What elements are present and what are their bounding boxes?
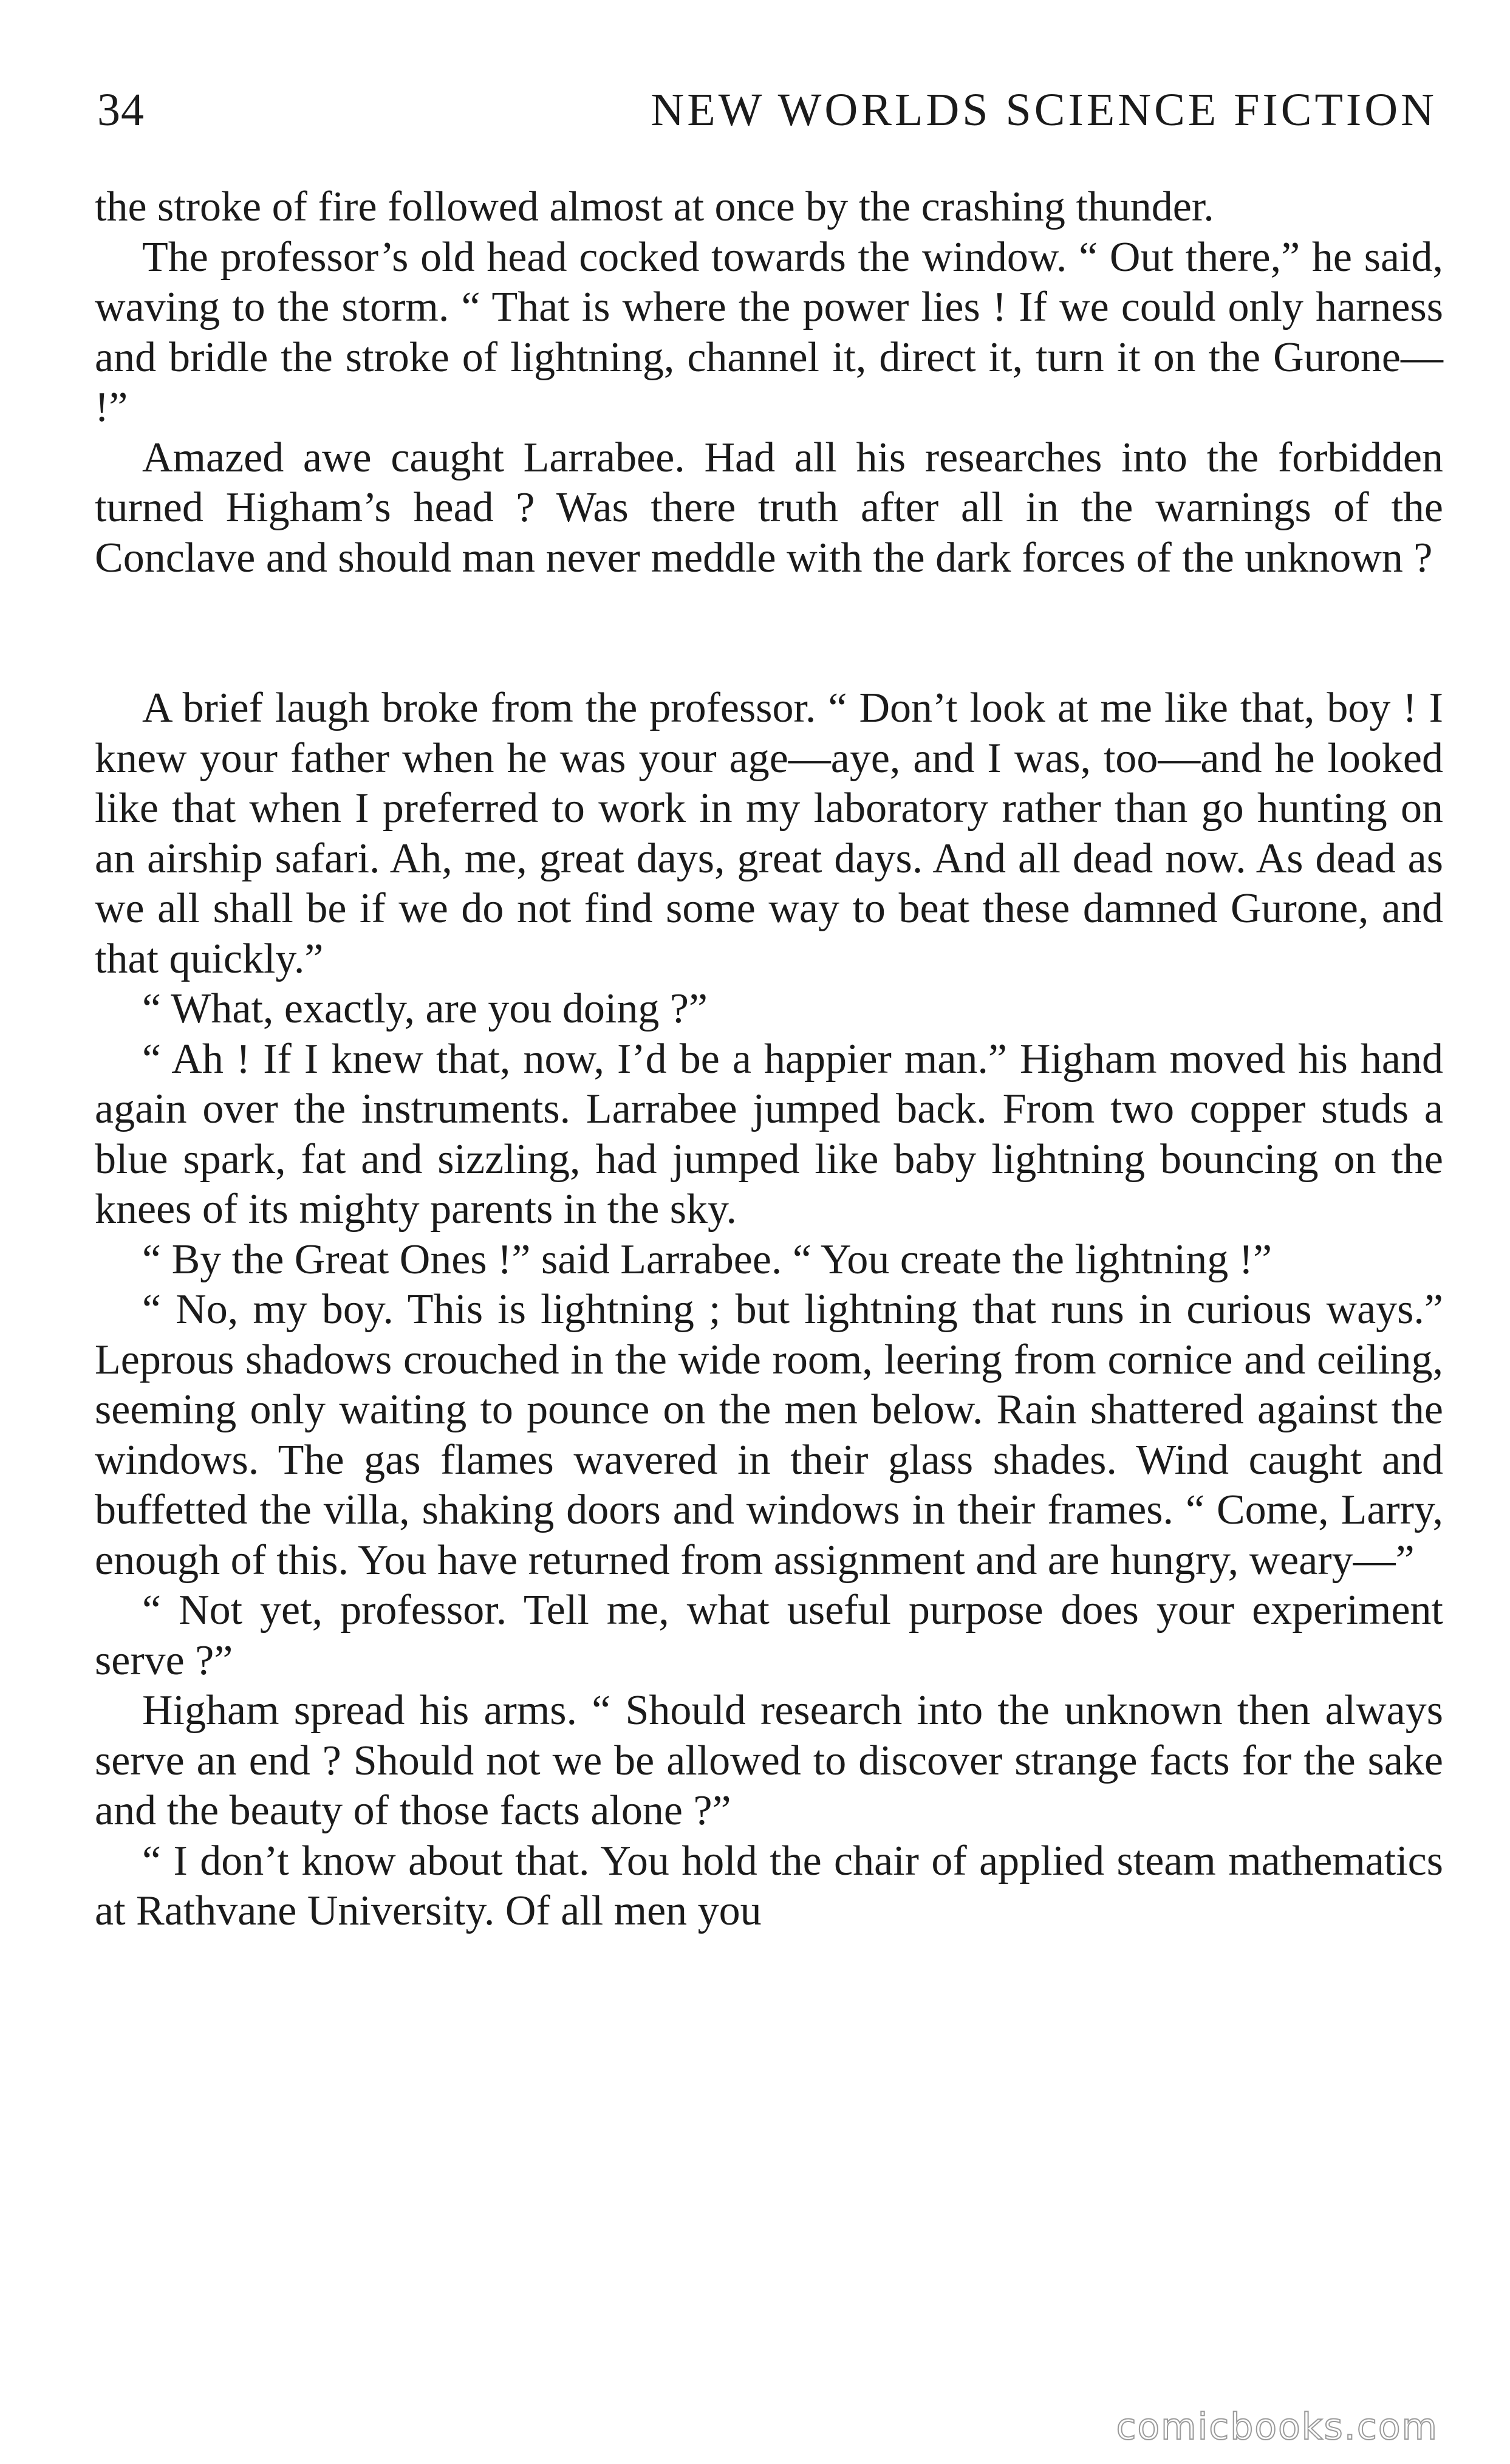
page-header (97, 84, 1437, 145)
section-break (95, 583, 1443, 683)
paragraph: “ Not yet, professor. Tell me, what useful purpose does your experiment serve ?” (95, 1587, 1443, 1684)
paragraph: “ Ah ! If I knew that, now, I’d be a happier man.” Higham moved his hand again over the instruments. Larrabee jumped back. From two copper studs a blue spark, fat and sizzling, had jumped like baby lightning bouncing on the knees of its mighty parents in the sky. (95, 1035, 1443, 1233)
paragraph: A brief laugh broke from the professor. “ Don’t look at me like that, boy ! I knew your father when he was your age—aye, and I was, too—and he looked like that when I preferred to work in my laboratory rather than go hunting on an airship safari. Ah, me, great days, great days. And all dead now. As dead as we all shall be if we do not find some way to beat these damned Gurone, and that quickly.” (95, 685, 1443, 982)
paragraph: “ No, my boy. This is lightning ; but lightning that runs in curious ways.” Leprous shadows crouched in the wide room, leering from cornice and ceiling, seeming only waiting to pounce on the men below. Rain shattered against the windows. The gas flames wavered in their glass shades. Wind caught and buffetted the villa, shaking doors and windows in their frames. “ Come, Larry, enough of this. You have returned from assignment and are hungry, weary—” (95, 1286, 1443, 1584)
watermark: comicbooks.com (1116, 2406, 1438, 2448)
running-head: NEW WORLDS SCIENCE FICTION (651, 84, 1437, 135)
page-number: 34 (97, 84, 145, 135)
paragraph: “ What, exactly, are you doing ?” (142, 985, 708, 1032)
paragraph: Amazed awe caught Larrabee. Had all his researches into the forbidden turned Higham’s head ? Was there truth after all in the warnings of the Conclave and should man never meddle with the dark forces of the unknown ? (95, 434, 1443, 581)
paragraph: The professor’s old head cocked towards the window. “ Out there,” he said, waving to the storm. “ That is where the power lies ! If we could only harness and bridle the stroke of lightning, channel it, direct it, turn it on the Gurone— !” (95, 233, 1443, 431)
paragraph: the stroke of fire followed almost at once by the crashing thunder. (95, 183, 1214, 230)
paragraph: “ By the Great Ones !” said Larrabee. “ You create the lightning !” (142, 1236, 1273, 1283)
body-text (95, 182, 1443, 1937)
paragraph: “ I don’t know about that. You hold the chair of applied steam mathematics at Rathvane University. Of all men you (95, 1837, 1443, 1934)
paragraph: Higham spread his arms. “ Should research into the unknown then always serve an end ? Should not we be allowed to discover strange facts for the sake and the beauty of those facts alone ?” (95, 1687, 1443, 1834)
